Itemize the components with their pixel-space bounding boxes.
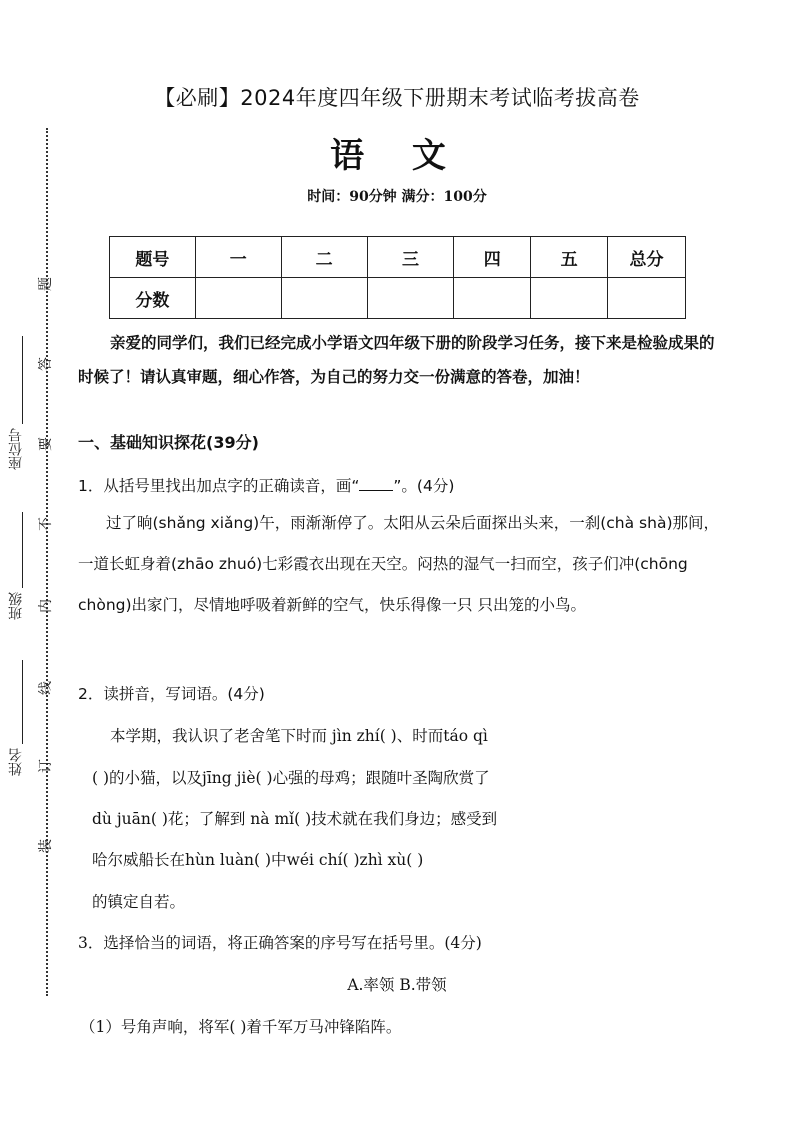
margin-char-8: 装 [38,839,54,853]
exam-meta: 时间：90分钟 满分：100分 [307,189,487,205]
score-cell[interactable] [608,278,686,319]
answer-blank [359,476,393,491]
seat-number-line [22,336,23,424]
score-table [109,236,686,319]
score-cell[interactable] [531,278,608,319]
question-2-line: 哈尔威船长在hùn luàn( )中wéi chí( )zhì xù( ) [92,851,424,869]
table-cell: 四 [454,237,531,278]
score-table-score-row [110,278,686,319]
margin-char-7: 订 [38,759,54,773]
table-cell: 五 [531,237,608,278]
class-label: 班级 [8,592,24,620]
question-2-line: 的镇定自若。 [92,893,186,911]
question-2-line: dù juān( )花；了解到 nà mǐ( )技术就在我们身边；感受到 [92,810,498,828]
table-cell: 二 [281,237,367,278]
subject-title: 语 文 [330,136,464,176]
name-label: 姓名 [8,748,24,776]
question-3-options: A.率领 B.带领 [347,976,447,994]
score-cell[interactable] [281,278,367,319]
score-cell[interactable] [195,278,281,319]
question-2-line: ( )的小猫，以及jīng jiè( )心强的母鸡；跟随叶圣陶欣赏了 [92,769,490,787]
class-line [22,512,23,588]
seat-number-label: 座位号 [8,428,24,470]
binding-dotted-line [46,128,48,996]
margin-char-3: 要 [38,437,54,451]
margin-char-4: 不 [38,517,54,531]
score-cell[interactable] [367,278,454,319]
exam-title: 【必刷】2024年度四年级下册期末考试临考拔高卷 [154,86,640,110]
question-2-stem: 2．读拼音，写词语。(4分) [78,685,265,703]
question-3-item-1: （1）号角声响，将军( )着千军万马冲锋陷阵。 [80,1018,402,1036]
question-1-stem [78,474,454,496]
question-1-passage: 过了晌(shǎng xiǎng)午，雨渐渐停了。太阳从云朵后面探出头来，一刹(chà shà)那间，一道长虹身着(zhāo zhuó)七彩霞衣出现在天空。闷热的湿气一扫而空，孩子们冲(chōng chòng)出家门，尽情地呼吸着新鲜的空气，快乐得像一只 只出笼的小鸟。 [78,514,719,614]
table-cell: 三 [367,237,454,278]
score-cell[interactable] [454,278,531,319]
margin-char-6: 线 [38,681,54,695]
table-cell: 一 [195,237,281,278]
question-3-stem: 3．选择恰当的词语，将正确答案的序号写在括号里。(4分) [78,934,482,952]
intro-text: 亲爱的同学们，我们已经完成小学语文四年级下册的阶段学习任务，接下来是检验成果的时候了！请认真审题，细心作答，为自己的努力交一份满意的答卷，加油！ [78,333,715,386]
score-table-header-row [110,237,686,278]
margin-char-2: 答 [38,357,54,371]
section-heading: 一、基础知识探花(39分) [78,433,259,452]
name-line [22,660,23,744]
question-1-stem-pre: 1．从括号里找出加点字的正确读音，画“ [78,477,360,495]
table-cell: 题号 [110,237,196,278]
question-1-stem-post: ”。(4分) [393,477,455,495]
table-cell: 总分 [608,237,686,278]
margin-char-5: 内 [38,599,54,613]
margin-char-1: 题 [38,277,54,291]
table-cell: 分数 [110,278,196,319]
question-2-line: 本学期，我认识了老舍笔下时而 jìn zhí( )、时而táo qì [110,727,488,745]
